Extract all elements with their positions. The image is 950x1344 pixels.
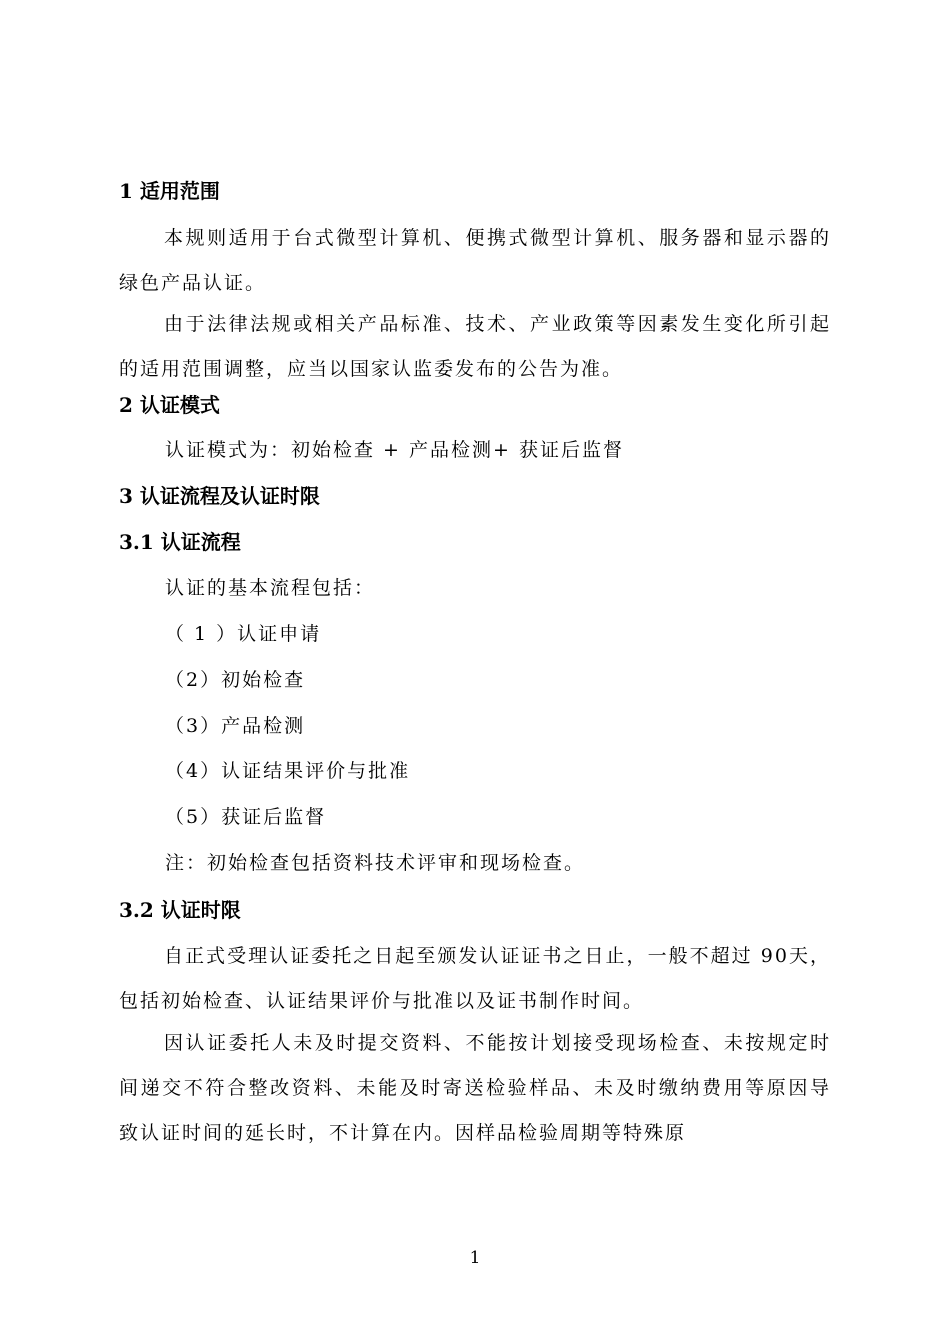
heading-cert-mode: 2 认证模式 (119, 393, 220, 417)
paragraph-scope-2: 由于法律法规或相关产品标准、技术、产业政策等因素发生变化所引起的适用范围调整，应当以国家认监委发布的公告为准。 (119, 313, 831, 380)
heading-cert-process: 3.1 认证流程 (119, 530, 241, 554)
heading-scope: 1 适用范围 (119, 179, 220, 203)
list-item: （3）产品检测 (165, 715, 306, 737)
list-item: （5）获证后监督 (165, 806, 327, 828)
paragraph-time-limit-1: 自正式受理认证委托之日起至颁发认证证书之日止，一般不超过 90天，包括初始检查、认证结果评价与批准以及证书制作时间。 (119, 945, 831, 1012)
paragraph-process-intro: 认证的基本流程包括： (165, 577, 376, 599)
paragraph-cert-mode: 认证模式为：初始检查 + 产品检测+ 获证后监督 (165, 439, 624, 461)
list-item: （4）认证结果评价与批准 (165, 760, 411, 782)
heading-cert-time-limit: 3.2 认证时限 (119, 898, 241, 922)
paragraph-note: 注：初始检查包括资料技术评审和现场检查。 (165, 852, 586, 874)
list-item: （ 1 ）认证申请 (165, 623, 322, 645)
list-item: （2）初始检查 (165, 669, 306, 691)
heading-cert-process-and-time: 3 认证流程及认证时限 (119, 484, 320, 508)
paragraph-time-limit-2: 因认证委托人未及时提交资料、不能按计划接受现场检查、未按规定时间递交不符合整改资料、未能及时寄送检验样品、未及时缴纳费用等原因导致认证时间的延长时，不计算在内。因样品检验周期等特殊原 (119, 1032, 831, 1144)
paragraph-scope-1: 本规则适用于台式微型计算机、便携式微型计算机、服务器和显示器的绿色产品认证。 (119, 227, 831, 294)
page-number: 1 (469, 1248, 481, 1268)
